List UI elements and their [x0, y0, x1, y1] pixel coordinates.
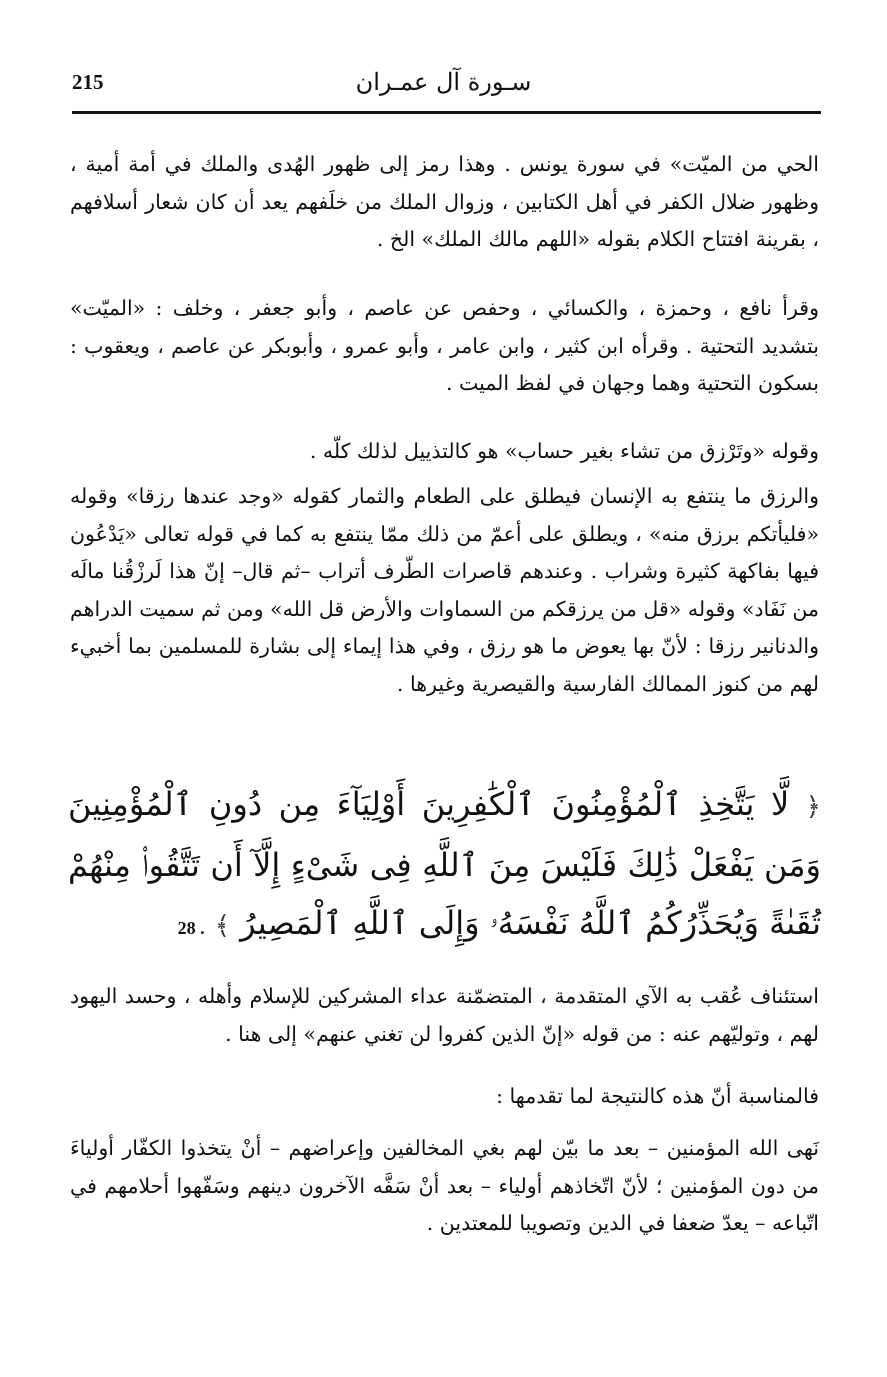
verse-text: لَّا يَتَّخِذِ ٱلْمُؤْمِنُونَ ٱلْكَٰفِرِينَ أَوْلِيَآءَ مِن دُونِ ٱلْمُؤْمِنِينَ وَمَن يَفْعَلْ ذَٰلِكَ فَلَيْسَ مِنَ ٱللَّهِ فِى شَىْءٍ إِلَّآ أَن تَتَّقُوا۟ مِنْهُمْ تُقَىٰةً وَيُحَذِّرُكُمُ ٱللَّهُ نَفْسَهُۥ وَإِلَى ٱللَّهِ ٱلْمَصِيرُ: [68, 785, 821, 942]
text-block: [70, 1130, 819, 1255]
page-number: 215: [72, 70, 104, 94]
paragraph: والرزق ما ينتفع به الإنسان فيطلق على الطعام والثمار كقوله «وجد عندها رزقا» وقوله «فليأتكم برزق منه» ، ويطلق على أعمّ من ذلك ممّا ينتفع به كما في قوله تعالى «يَدْعُون فيها بفاكهة كثيرة وشراب . وعندهم قاصرات الطّرف أتراب –ثم قال– إنّ هذا لَرزْقُنا مالَه من نَفَاد» وقوله «قل من يرزقكم من السماوات والأرض قل الله» ومن ثم سميت الدراهم والدنانير رزقا : لأنّ بها يعوض ما هو رزق ، وفي هذا إيماء إلى بشارة للمسلمين بما أخبيء لهم من كنوز الممالك الفارسية والقيصرية وغيرها .: [70, 484, 819, 696]
verse-number: . 28: [177, 918, 205, 938]
paragraph: الحي من الميّت» في سورة يونس . وهذا رمز إلى ظهور الهُدى والملك في أمة أمية ، وظهور ضلال الكفر في أهل الكتابين ، وزوال الملك من خلَفهم يعد أن كان شعار أسلافهم ، بقرينة افتتاح الكلام بقوله «اللهم مالك الملك» الخ .: [70, 152, 819, 251]
text-block: [70, 1078, 819, 1128]
surah-title: سـورة آل عمـران: [355, 68, 532, 96]
paragraph: فالمناسبة أنّ هذه كالنتيجة لما تقدمها :: [496, 1084, 819, 1108]
text-block: [70, 478, 819, 715]
paragraph: وقرأ نافع ، وحمزة ، والكسائي ، وحفص عن عاصم ، وأبو جعفر ، وخلف : «الميّت» بتشديد التحتية . وقرأه ابن كثير ، وابن عامر ، وأبو عمرو ، وأبوبكر عن عاصم ، ويعقوب : بسكون التحتية وهما وجهان في لفظ الميت .: [70, 296, 819, 395]
page-header: [72, 62, 815, 106]
header-rule: [72, 111, 821, 114]
quran-verse: [68, 775, 821, 957]
text-block: [70, 290, 819, 415]
text-block: [70, 978, 819, 1065]
text-block: [70, 146, 819, 271]
paragraph: نَهى الله المؤمنين – بعد ما بيّن لهم بغي المخالفين وإعراضهم – أنْ يتخذوا الكفّار أولياءَ من دون المؤمنين ؛ لأنّ اتّخاذهم أولياء – بعد أنْ سَفَّه الآخرون دينهم وسَفّهوا أحلامهم في اتّباعه – يعدّ ضعفا في الدين وتصويبا للمعتدين .: [70, 1136, 819, 1235]
paragraph: وقوله «وتَرْزق من تشاء بغير حساب» هو كالتذييل لذلك كلّه .: [309, 439, 819, 463]
verse-open-ornament: ﴿: [805, 792, 822, 822]
text-block: [70, 433, 819, 483]
verse-close-ornament: ﴾: [214, 911, 230, 941]
paragraph: استئناف عُقب به الآي المتقدمة ، المتضمّنة عداء المشركين للإسلام وأهله ، وحسد اليهود لهم ، وتوليّهم عنه : من قوله «إنّ الذين كفروا لن تغني عنهم» إلى هنا .: [70, 984, 819, 1046]
